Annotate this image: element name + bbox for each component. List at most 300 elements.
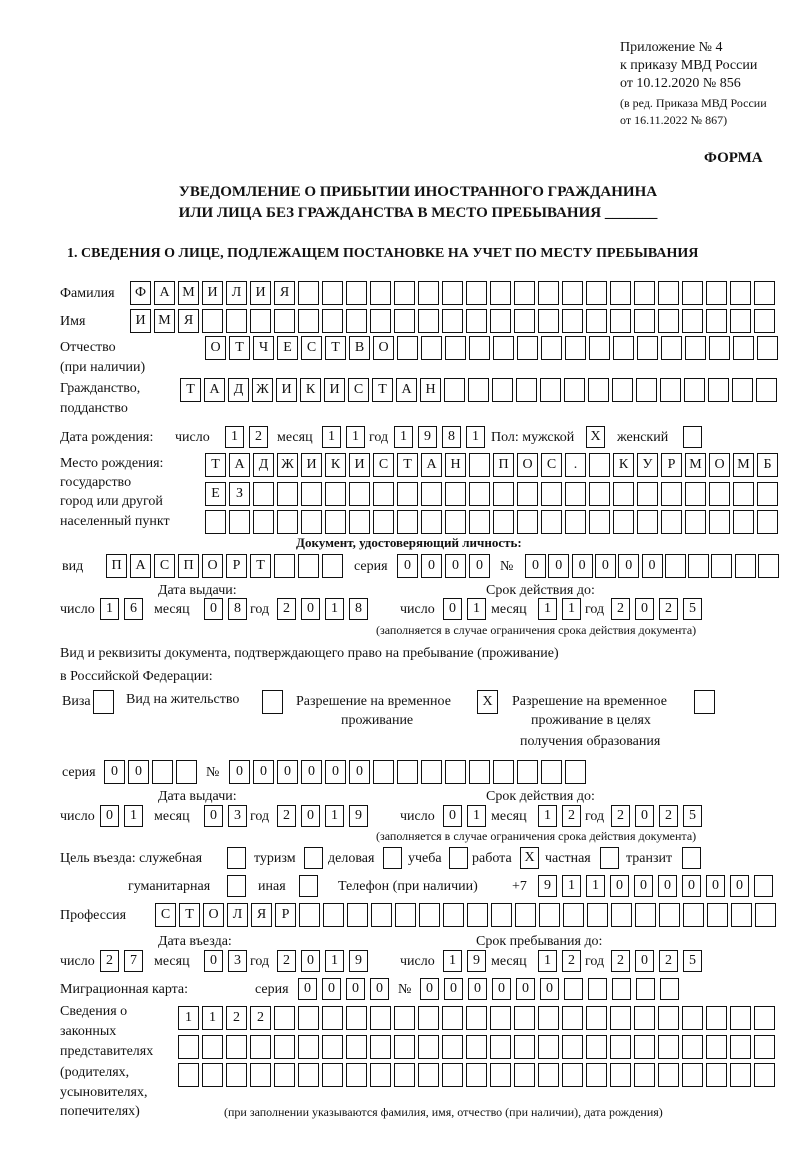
char-box[interactable]: 1 (466, 426, 485, 448)
char-box[interactable] (564, 978, 583, 1000)
char-box[interactable] (226, 1035, 247, 1059)
char-box[interactable] (469, 482, 490, 506)
char-box[interactable]: И (130, 309, 151, 333)
char-box[interactable] (682, 1006, 703, 1030)
char-box[interactable] (685, 482, 706, 506)
char-box[interactable] (346, 1035, 367, 1059)
char-box[interactable] (202, 309, 223, 333)
char-box[interactable]: 1 (178, 1006, 199, 1030)
char-box[interactable]: 0 (634, 875, 653, 897)
char-box[interactable] (442, 1063, 463, 1087)
char-box[interactable] (683, 426, 702, 448)
char-box[interactable] (688, 554, 709, 578)
char-box[interactable] (322, 1035, 343, 1059)
char-box[interactable]: У (637, 453, 658, 477)
char-box[interactable]: 9 (538, 875, 557, 897)
char-box[interactable] (682, 1035, 703, 1059)
char-box[interactable]: В (349, 336, 370, 360)
char-box[interactable]: П (178, 554, 199, 578)
char-box[interactable]: 5 (683, 805, 702, 827)
char-box[interactable] (444, 378, 465, 402)
char-box[interactable] (301, 482, 322, 506)
char-box[interactable] (373, 482, 394, 506)
char-box[interactable] (227, 847, 246, 869)
char-box[interactable] (709, 510, 730, 534)
char-box[interactable]: 0 (635, 950, 654, 972)
char-box[interactable] (298, 1063, 319, 1087)
char-box[interactable] (613, 510, 634, 534)
char-box[interactable] (565, 336, 586, 360)
char-box[interactable]: 0 (610, 875, 629, 897)
char-box[interactable]: 1 (562, 598, 581, 620)
char-box[interactable] (516, 378, 537, 402)
char-box[interactable] (202, 1035, 223, 1059)
char-box[interactable] (754, 875, 773, 897)
char-box[interactable] (301, 510, 322, 534)
char-box[interactable] (397, 760, 418, 784)
char-box[interactable]: О (517, 453, 538, 477)
char-box[interactable] (394, 1063, 415, 1087)
char-box[interactable] (493, 510, 514, 534)
char-box[interactable]: Л (226, 281, 247, 305)
char-box[interactable] (178, 1063, 199, 1087)
char-box[interactable]: Т (397, 453, 418, 477)
char-box[interactable] (564, 378, 585, 402)
char-box[interactable] (733, 510, 754, 534)
char-box[interactable]: 2 (659, 805, 678, 827)
char-box[interactable]: 0 (730, 875, 749, 897)
char-box[interactable] (538, 281, 559, 305)
char-box[interactable] (634, 1006, 655, 1030)
char-box[interactable]: 9 (467, 950, 486, 972)
char-box[interactable]: 1 (225, 426, 244, 448)
char-box[interactable]: 0 (540, 978, 559, 1000)
char-box[interactable]: А (421, 453, 442, 477)
char-box[interactable] (517, 336, 538, 360)
char-box[interactable] (611, 903, 632, 927)
char-box[interactable] (730, 309, 751, 333)
char-box[interactable] (757, 336, 778, 360)
char-box[interactable]: 0 (525, 554, 546, 578)
char-box[interactable] (515, 903, 536, 927)
char-box[interactable] (658, 309, 679, 333)
char-box[interactable] (586, 309, 607, 333)
char-box[interactable] (226, 309, 247, 333)
char-box[interactable] (370, 281, 391, 305)
char-box[interactable] (466, 1035, 487, 1059)
char-box[interactable] (754, 1035, 775, 1059)
char-box[interactable] (517, 482, 538, 506)
char-box[interactable] (394, 1035, 415, 1059)
char-box[interactable] (394, 309, 415, 333)
char-box[interactable]: Ч (253, 336, 274, 360)
char-box[interactable] (274, 1006, 295, 1030)
char-box[interactable]: 2 (659, 598, 678, 620)
char-box[interactable]: Т (179, 903, 200, 927)
char-box[interactable] (658, 281, 679, 305)
char-box[interactable] (442, 281, 463, 305)
char-box[interactable] (298, 1035, 319, 1059)
char-box[interactable] (346, 309, 367, 333)
char-box[interactable]: П (106, 554, 127, 578)
char-box[interactable]: О (373, 336, 394, 360)
char-box[interactable]: X (586, 426, 605, 448)
char-box[interactable] (421, 482, 442, 506)
char-box[interactable] (250, 309, 271, 333)
char-box[interactable] (539, 903, 560, 927)
char-box[interactable] (541, 760, 562, 784)
char-box[interactable] (373, 510, 394, 534)
char-box[interactable]: 8 (349, 598, 368, 620)
char-box[interactable] (298, 309, 319, 333)
char-box[interactable] (613, 482, 634, 506)
char-box[interactable] (443, 903, 464, 927)
char-box[interactable] (178, 1035, 199, 1059)
char-box[interactable]: 0 (301, 805, 320, 827)
char-box[interactable] (493, 482, 514, 506)
char-box[interactable] (660, 378, 681, 402)
char-box[interactable]: Я (251, 903, 272, 927)
char-box[interactable] (758, 554, 779, 578)
char-box[interactable]: Р (275, 903, 296, 927)
char-box[interactable]: 8 (442, 426, 461, 448)
char-box[interactable] (538, 1035, 559, 1059)
char-box[interactable] (397, 482, 418, 506)
char-box[interactable]: 0 (445, 554, 466, 578)
char-box[interactable]: А (396, 378, 417, 402)
char-box[interactable]: 0 (548, 554, 569, 578)
char-box[interactable]: С (541, 453, 562, 477)
char-box[interactable] (610, 309, 631, 333)
char-box[interactable]: С (155, 903, 176, 927)
char-box[interactable] (562, 1035, 583, 1059)
char-box[interactable] (493, 336, 514, 360)
char-box[interactable]: 2 (249, 426, 268, 448)
char-box[interactable]: 2 (611, 805, 630, 827)
char-box[interactable] (589, 453, 610, 477)
char-box[interactable] (730, 1006, 751, 1030)
char-box[interactable] (610, 281, 631, 305)
char-box[interactable]: 0 (298, 978, 317, 1000)
char-box[interactable] (610, 1006, 631, 1030)
char-box[interactable]: Я (178, 309, 199, 333)
char-box[interactable] (517, 510, 538, 534)
char-box[interactable] (613, 336, 634, 360)
char-box[interactable] (262, 690, 283, 714)
char-box[interactable]: 2 (277, 598, 296, 620)
char-box[interactable]: С (348, 378, 369, 402)
char-box[interactable] (93, 690, 114, 714)
char-box[interactable] (730, 281, 751, 305)
char-box[interactable] (637, 482, 658, 506)
char-box[interactable]: 0 (301, 950, 320, 972)
char-box[interactable]: Р (661, 453, 682, 477)
char-box[interactable] (469, 760, 490, 784)
char-box[interactable] (757, 482, 778, 506)
char-box[interactable] (707, 903, 728, 927)
char-box[interactable]: 0 (204, 598, 223, 620)
char-box[interactable] (347, 903, 368, 927)
char-box[interactable] (588, 978, 607, 1000)
char-box[interactable]: 0 (325, 760, 346, 784)
char-box[interactable]: 2 (562, 950, 581, 972)
char-box[interactable]: 1 (538, 598, 557, 620)
char-box[interactable]: 1 (538, 805, 557, 827)
char-box[interactable]: 9 (418, 426, 437, 448)
char-box[interactable] (152, 760, 173, 784)
char-box[interactable]: 0 (642, 554, 663, 578)
char-box[interactable] (469, 336, 490, 360)
char-box[interactable] (492, 378, 513, 402)
char-box[interactable] (754, 281, 775, 305)
char-box[interactable] (325, 482, 346, 506)
char-box[interactable] (610, 1063, 631, 1087)
char-box[interactable] (418, 1035, 439, 1059)
char-box[interactable]: 1 (394, 426, 413, 448)
char-box[interactable] (250, 1035, 271, 1059)
char-box[interactable]: 2 (226, 1006, 247, 1030)
char-box[interactable]: Ф (130, 281, 151, 305)
char-box[interactable] (684, 378, 705, 402)
char-box[interactable]: И (250, 281, 271, 305)
char-box[interactable] (562, 1063, 583, 1087)
char-box[interactable]: Н (420, 378, 441, 402)
char-box[interactable] (418, 309, 439, 333)
char-box[interactable] (709, 336, 730, 360)
char-box[interactable] (514, 281, 535, 305)
char-box[interactable] (445, 336, 466, 360)
char-box[interactable] (610, 1035, 631, 1059)
char-box[interactable] (661, 482, 682, 506)
char-box[interactable] (754, 1063, 775, 1087)
char-box[interactable]: 1 (443, 950, 462, 972)
char-box[interactable] (490, 1035, 511, 1059)
char-box[interactable] (397, 336, 418, 360)
char-box[interactable] (229, 510, 250, 534)
char-box[interactable] (274, 309, 295, 333)
char-box[interactable] (466, 1063, 487, 1087)
char-box[interactable]: С (373, 453, 394, 477)
char-box[interactable] (589, 482, 610, 506)
char-box[interactable]: Т (250, 554, 271, 578)
char-box[interactable]: 0 (100, 805, 119, 827)
char-box[interactable] (469, 510, 490, 534)
char-box[interactable]: М (154, 309, 175, 333)
char-box[interactable] (445, 760, 466, 784)
char-box[interactable]: Б (757, 453, 778, 477)
char-box[interactable] (665, 554, 686, 578)
char-box[interactable]: И (301, 453, 322, 477)
char-box[interactable]: 0 (397, 554, 418, 578)
char-box[interactable]: 1 (322, 426, 341, 448)
char-box[interactable] (754, 1006, 775, 1030)
char-box[interactable] (685, 510, 706, 534)
char-box[interactable]: 0 (229, 760, 250, 784)
char-box[interactable] (634, 309, 655, 333)
char-box[interactable] (490, 309, 511, 333)
char-box[interactable] (541, 482, 562, 506)
char-box[interactable] (682, 281, 703, 305)
char-box[interactable]: Т (325, 336, 346, 360)
char-box[interactable] (562, 309, 583, 333)
char-box[interactable] (514, 309, 535, 333)
char-box[interactable]: 8 (228, 598, 247, 620)
char-box[interactable] (586, 1063, 607, 1087)
char-box[interactable] (538, 1006, 559, 1030)
char-box[interactable]: И (276, 378, 297, 402)
char-box[interactable] (732, 378, 753, 402)
char-box[interactable] (658, 1035, 679, 1059)
char-box[interactable] (706, 281, 727, 305)
char-box[interactable]: М (733, 453, 754, 477)
char-box[interactable] (514, 1006, 535, 1030)
char-box[interactable]: 0 (516, 978, 535, 1000)
char-box[interactable]: Ж (252, 378, 273, 402)
char-box[interactable] (661, 510, 682, 534)
char-box[interactable] (418, 281, 439, 305)
char-box[interactable]: С (301, 336, 322, 360)
char-box[interactable] (418, 1063, 439, 1087)
char-box[interactable] (660, 978, 679, 1000)
char-box[interactable] (322, 309, 343, 333)
char-box[interactable]: Т (372, 378, 393, 402)
char-box[interactable] (563, 903, 584, 927)
char-box[interactable]: 1 (467, 598, 486, 620)
char-box[interactable] (227, 875, 246, 897)
char-box[interactable] (468, 378, 489, 402)
char-box[interactable] (202, 1063, 223, 1087)
char-box[interactable] (735, 554, 756, 578)
char-box[interactable]: 5 (683, 950, 702, 972)
char-box[interactable]: 1 (325, 598, 344, 620)
char-box[interactable]: 3 (228, 805, 247, 827)
char-box[interactable] (565, 760, 586, 784)
char-box[interactable]: А (154, 281, 175, 305)
char-box[interactable]: Л (227, 903, 248, 927)
char-box[interactable] (346, 281, 367, 305)
char-box[interactable] (706, 1006, 727, 1030)
char-box[interactable]: О (203, 903, 224, 927)
char-box[interactable]: 1 (538, 950, 557, 972)
char-box[interactable]: А (130, 554, 151, 578)
char-box[interactable]: 0 (469, 554, 490, 578)
char-box[interactable] (757, 510, 778, 534)
char-box[interactable] (637, 510, 658, 534)
char-box[interactable] (682, 847, 701, 869)
char-box[interactable]: Н (445, 453, 466, 477)
char-box[interactable] (490, 1006, 511, 1030)
char-box[interactable] (565, 482, 586, 506)
char-box[interactable]: 5 (683, 598, 702, 620)
char-box[interactable]: А (229, 453, 250, 477)
char-box[interactable] (685, 336, 706, 360)
char-box[interactable]: 2 (562, 805, 581, 827)
char-box[interactable] (253, 510, 274, 534)
char-box[interactable] (589, 510, 610, 534)
char-box[interactable]: 3 (228, 950, 247, 972)
char-box[interactable] (694, 690, 715, 714)
char-box[interactable] (322, 554, 343, 578)
char-box[interactable] (588, 378, 609, 402)
char-box[interactable]: 2 (611, 598, 630, 620)
char-box[interactable]: 1 (100, 598, 119, 620)
char-box[interactable]: 0 (658, 875, 677, 897)
char-box[interactable]: З (229, 482, 250, 506)
char-box[interactable]: 1 (325, 805, 344, 827)
char-box[interactable]: 0 (682, 875, 701, 897)
char-box[interactable] (538, 1063, 559, 1087)
char-box[interactable]: . (565, 453, 586, 477)
char-box[interactable] (274, 1063, 295, 1087)
char-box[interactable] (394, 281, 415, 305)
char-box[interactable]: М (178, 281, 199, 305)
char-box[interactable]: И (202, 281, 223, 305)
char-box[interactable]: 2 (611, 950, 630, 972)
char-box[interactable] (277, 510, 298, 534)
char-box[interactable] (421, 510, 442, 534)
char-box[interactable] (490, 281, 511, 305)
char-box[interactable]: 2 (277, 950, 296, 972)
char-box[interactable]: К (325, 453, 346, 477)
char-box[interactable] (421, 336, 442, 360)
char-box[interactable] (449, 847, 468, 869)
char-box[interactable] (709, 482, 730, 506)
char-box[interactable] (634, 1035, 655, 1059)
char-box[interactable] (469, 453, 490, 477)
char-box[interactable]: П (493, 453, 514, 477)
char-box[interactable] (540, 378, 561, 402)
char-box[interactable]: 0 (635, 805, 654, 827)
char-box[interactable]: 0 (346, 978, 365, 1000)
char-box[interactable] (370, 1035, 391, 1059)
char-box[interactable] (682, 1063, 703, 1087)
char-box[interactable]: 0 (277, 760, 298, 784)
char-box[interactable]: 0 (204, 950, 223, 972)
char-box[interactable] (514, 1035, 535, 1059)
char-box[interactable] (442, 1006, 463, 1030)
char-box[interactable]: 2 (277, 805, 296, 827)
char-box[interactable] (304, 847, 323, 869)
char-box[interactable] (538, 309, 559, 333)
char-box[interactable]: К (613, 453, 634, 477)
char-box[interactable] (370, 1006, 391, 1030)
char-box[interactable] (176, 760, 197, 784)
char-box[interactable]: А (204, 378, 225, 402)
char-box[interactable] (730, 1063, 751, 1087)
char-box[interactable]: 0 (444, 978, 463, 1000)
char-box[interactable] (397, 510, 418, 534)
char-box[interactable]: X (477, 690, 498, 714)
char-box[interactable] (565, 510, 586, 534)
char-box[interactable] (634, 281, 655, 305)
char-box[interactable]: Т (205, 453, 226, 477)
char-box[interactable] (754, 309, 775, 333)
char-box[interactable]: 0 (421, 554, 442, 578)
char-box[interactable] (323, 903, 344, 927)
char-box[interactable] (466, 1006, 487, 1030)
char-box[interactable] (253, 482, 274, 506)
char-box[interactable]: Я (274, 281, 295, 305)
char-box[interactable] (733, 336, 754, 360)
char-box[interactable] (514, 1063, 535, 1087)
char-box[interactable] (586, 1006, 607, 1030)
char-box[interactable] (708, 378, 729, 402)
char-box[interactable]: 0 (572, 554, 593, 578)
char-box[interactable]: 1 (202, 1006, 223, 1030)
char-box[interactable] (541, 510, 562, 534)
char-box[interactable]: Ж (277, 453, 298, 477)
char-box[interactable] (636, 978, 655, 1000)
